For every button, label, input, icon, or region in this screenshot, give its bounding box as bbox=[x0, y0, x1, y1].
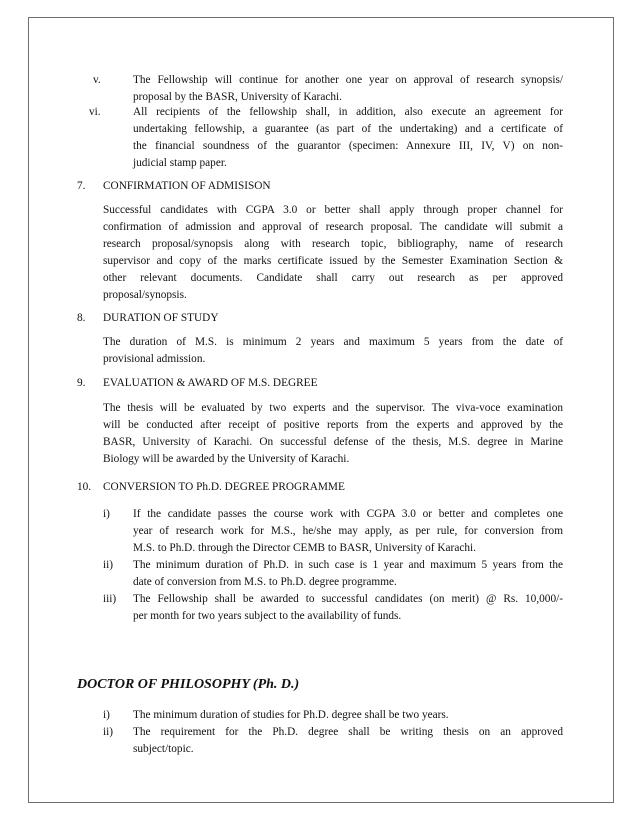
section-7-heading: CONFIRMATION OF ADMISISON bbox=[103, 180, 271, 192]
list-item-v-line-2: proposal by the BASR, University of Karachi. bbox=[133, 91, 342, 103]
section-10-marker-iii: iii) bbox=[103, 593, 117, 605]
section-10-marker-i: i) bbox=[103, 508, 110, 520]
section-10-item-iii-line-1: The Fellowship shall be awarded to successful candidates (on merit) @ Rs. 10,000/- bbox=[133, 593, 563, 605]
section-9-number: 9. bbox=[77, 377, 86, 389]
section-8-line-2: provisional admission. bbox=[103, 353, 206, 365]
list-marker-vi: vi. bbox=[89, 106, 101, 118]
section-7-line-2: confirmation of admission and approval of research proposal. The candidate will submit a bbox=[103, 221, 563, 233]
section-7-line-6: proposal/synopsis. bbox=[103, 289, 187, 301]
phd-heading: DOCTOR OF PHILOSOPHY (Ph. D.) bbox=[77, 677, 300, 692]
list-marker-v: v. bbox=[93, 74, 101, 86]
list-item-vi-line-2: undertaking fellowship, a guarantee (as part of the undertaking) and a certificate of bbox=[133, 123, 563, 135]
section-7-line-3: research proposal/synopsis along with research topic, bibliography, name of research bbox=[103, 238, 563, 250]
list-item-v-line-1: The Fellowship will continue for another one year on approval of research synopsis/ bbox=[133, 74, 563, 86]
phd-marker-ii: ii) bbox=[103, 726, 114, 738]
list-item-vi-line-1: All recipients of the fellowship shall, in addition, also execute an agreement for bbox=[133, 106, 563, 118]
section-9-line-2: will be conducted after receipt of positive reports from the experts and approved by the bbox=[103, 419, 563, 431]
section-7-line-5: other relevant documents. Candidate shall carry out research as per approved bbox=[103, 272, 563, 284]
section-7-line-4: supervisor and copy of the marks certificate issued by the Semester Examination Section & bbox=[103, 255, 563, 267]
list-item-vi-line-3: the financial soundness of the guarantor (specimen: Annexure III, IV, V) on non- bbox=[133, 140, 563, 152]
phd-item-ii-line-2: subject/topic. bbox=[133, 743, 194, 755]
section-8-heading: DURATION OF STUDY bbox=[103, 312, 219, 324]
section-10-marker-ii: ii) bbox=[103, 559, 114, 571]
section-10-item-i-line-3: M.S. to Ph.D. through the Director CEMB to BASR, University of Karachi. bbox=[133, 542, 476, 554]
section-7-line-1: Successful candidates with CGPA 3.0 or better shall apply through proper channel for bbox=[103, 204, 563, 216]
section-10-item-ii-line-1: The minimum duration of Ph.D. in such case is 1 year and maximum 5 years from the bbox=[133, 559, 563, 571]
section-10-item-ii-line-2: date of conversion from M.S. to Ph.D. degree programme. bbox=[133, 576, 397, 588]
section-9-line-3: BASR, University of Karachi. On successful defense of the thesis, M.S. degree in Marine bbox=[103, 436, 563, 448]
section-9-line-4: Biology will be awarded by the University of Karachi. bbox=[103, 453, 350, 465]
phd-item-i-line-1: The minimum duration of studies for Ph.D. degree shall be two years. bbox=[133, 709, 449, 721]
phd-marker-i: i) bbox=[103, 709, 110, 721]
section-10-item-iii-line-2: per month for two years subject to the availability of funds. bbox=[133, 610, 402, 622]
section-10-heading: CONVERSION TO Ph.D. DEGREE PROGRAMME bbox=[103, 481, 345, 493]
section-10-item-i-line-1: If the candidate passes the course work with CGPA 3.0 or better and completes one bbox=[133, 508, 563, 520]
section-10-number: 10. bbox=[77, 481, 92, 493]
section-9-line-1: The thesis will be evaluated by two experts and the supervisor. The viva-voce examination bbox=[103, 402, 563, 414]
section-7-number: 7. bbox=[77, 180, 86, 192]
section-8-number: 8. bbox=[77, 312, 86, 324]
section-9-heading: EVALUATION & AWARD OF M.S. DEGREE bbox=[103, 377, 318, 389]
section-10-item-i-line-2: year of research work for M.S., he/she may apply, as per rule, for conversion from bbox=[133, 525, 563, 537]
section-8-line-1: The duration of M.S. is minimum 2 years and maximum 5 years from the date of bbox=[103, 336, 563, 348]
phd-item-ii-line-1: The requirement for the Ph.D. degree shall be writing thesis on an approved bbox=[133, 726, 563, 738]
list-item-vi-line-4: judicial stamp paper. bbox=[133, 157, 227, 169]
